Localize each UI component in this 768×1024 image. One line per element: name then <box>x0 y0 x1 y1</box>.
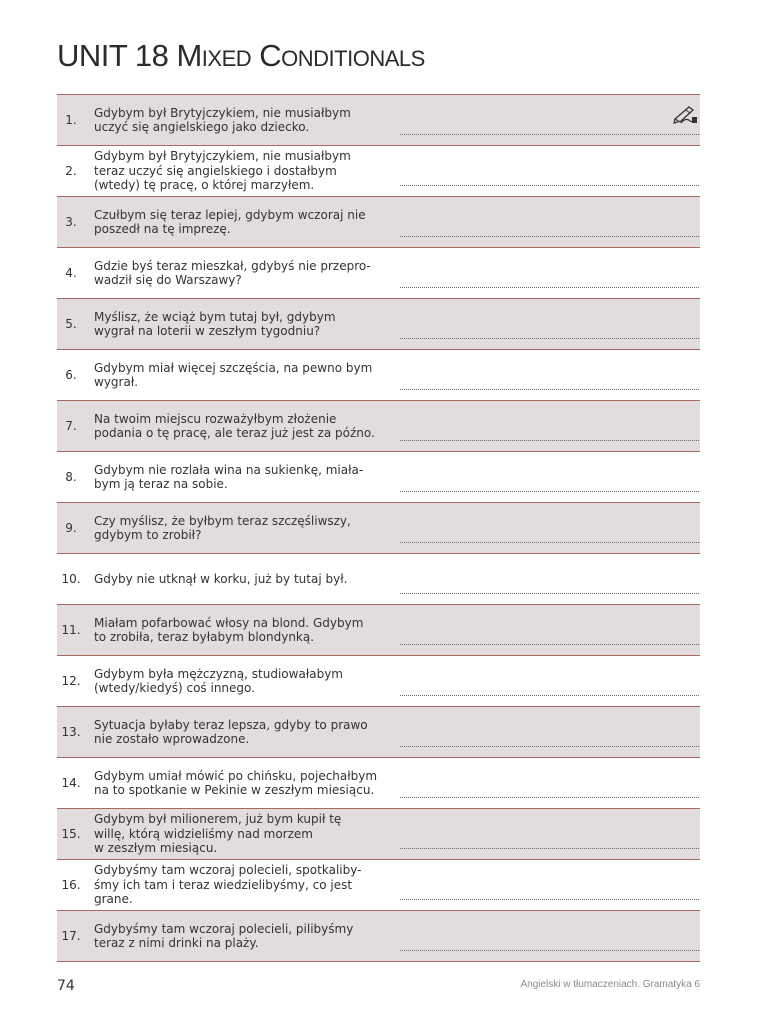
answer-line[interactable] <box>400 286 699 288</box>
exercise-row <box>57 95 700 146</box>
exercise-table <box>57 94 700 962</box>
book-title-footer: Angielski w tłumaczeniach. Gramatyka 6 <box>520 979 700 990</box>
exercise-sentence: Gdybym nie rozlała wina na sukienkę, miała- bym ją teraz na sobie. <box>94 462 364 491</box>
exercise-sentence: Gdybym był milionerem, już bym kupił tę willę, którą widzieliśmy nad morzem w zeszłym miesiącu. <box>94 812 342 856</box>
exercise-sentence: Gdyby nie utknął w korku, już by tutaj był. <box>94 571 348 586</box>
exercise-number: 16. <box>61 878 81 892</box>
exercise-number: 11. <box>61 623 81 637</box>
title-word-mixed: Mixed <box>176 38 252 73</box>
page-title <box>57 38 425 74</box>
exercise-sentence: Gdybym był Brytyjczykiem, nie musiałbym teraz uczyć się angielskiego i dostałbym (wtedy) tę pracę, o której marzyłem. <box>94 149 351 193</box>
answer-line[interactable] <box>400 337 699 339</box>
answer-line[interactable] <box>400 235 699 237</box>
exercise-row <box>57 809 700 860</box>
exercise-number: 4. <box>65 266 77 280</box>
exercise-sentence: Gdybym był Brytyjczykiem, nie musiałbym uczyć się angielskiego jako dziecko. <box>94 105 351 134</box>
exercise-sentence: Gdzie byś teraz mieszkał, gdybyś nie przepro- wadził się do Warszawy? <box>94 258 371 287</box>
exercise-sentence: Gdybym umiał mówić po chińsku, pojechałbym na to spotkanie w Pekinie w zeszłym miesiącu. <box>94 768 378 797</box>
exercise-number: 6. <box>65 368 77 382</box>
exercise-row <box>57 350 700 401</box>
answer-line[interactable] <box>400 490 699 492</box>
exercise-number: 10. <box>61 572 81 586</box>
exercise-number: 2. <box>65 164 77 178</box>
exercise-number: 8. <box>65 470 77 484</box>
exercise-sentence: Myślisz, że wciąż bym tutaj był, gdybym wygrał na loterii w zeszłym tygodniu? <box>94 309 336 338</box>
exercise-row <box>57 911 700 962</box>
exercise-sentence: Gdybym miał więcej szczęścia, na pewno bym wygrał. <box>94 360 373 389</box>
exercise-row <box>57 605 700 656</box>
answer-line[interactable] <box>400 643 699 645</box>
answer-line[interactable] <box>400 184 699 186</box>
exercise-number: 5. <box>65 317 77 331</box>
exercise-sentence: Gdybyśmy tam wczoraj polecieli, pilibyśmy teraz z nimi drinki na plaży. <box>94 921 354 950</box>
exercise-row <box>57 656 700 707</box>
unit-label: UNIT 18 <box>57 38 169 73</box>
exercise-row <box>57 707 700 758</box>
exercise-number: 15. <box>61 827 81 841</box>
exercise-row <box>57 554 700 605</box>
exercise-sentence: Na twoim miejscu rozważyłbym złożenie podania o tę pracę, ale teraz już jest za późno. <box>94 411 375 440</box>
answer-line[interactable] <box>400 847 699 849</box>
answer-line[interactable] <box>400 133 699 135</box>
exercise-number: 1. <box>65 113 77 127</box>
exercise-row <box>57 248 700 299</box>
answer-line[interactable] <box>400 694 699 696</box>
title-word-conditionals: Conditionals <box>259 38 425 73</box>
exercise-sentence: Gdybym była mężczyzną, studiowałabym (wtedy/kiedyś) coś innego. <box>94 666 343 695</box>
answer-line[interactable] <box>400 541 699 543</box>
exercise-row <box>57 146 700 197</box>
pen-writing-icon <box>672 103 698 125</box>
exercise-sentence: Sytuacja byłaby teraz lepsza, gdyby to prawo nie zostało wprowadzone. <box>94 717 368 746</box>
exercise-number: 17. <box>61 929 81 943</box>
exercise-row <box>57 452 700 503</box>
answer-line[interactable] <box>400 796 699 798</box>
answer-line[interactable] <box>400 439 699 441</box>
exercise-number: 13. <box>61 725 81 739</box>
exercise-row <box>57 758 700 809</box>
exercise-row <box>57 860 700 911</box>
exercise-number: 7. <box>65 419 77 433</box>
exercise-number: 9. <box>65 521 77 535</box>
exercise-row <box>57 197 700 248</box>
answer-line[interactable] <box>400 745 699 747</box>
exercise-sentence: Czy myślisz, że byłbym teraz szczęśliwszy, gdybym to zrobił? <box>94 513 351 542</box>
exercise-row <box>57 401 700 452</box>
exercise-number: 12. <box>61 674 81 688</box>
answer-line[interactable] <box>400 898 699 900</box>
page-number: 74 <box>57 978 75 994</box>
exercise-sentence: Czułbym się teraz lepiej, gdybym wczoraj nie poszedł na tę imprezę. <box>94 207 366 236</box>
exercise-number: 3. <box>65 215 77 229</box>
answer-line[interactable] <box>400 949 699 951</box>
exercise-sentence: Miałam pofarbować włosy na blond. Gdybym to zrobiła, teraz byłabym blondynką. <box>94 615 364 644</box>
exercise-sentence: Gdybyśmy tam wczoraj polecieli, spotkaliby- śmy ich tam i teraz wiedzielibyśmy, co jest grane. <box>94 863 362 907</box>
answer-line[interactable] <box>400 388 699 390</box>
answer-line[interactable] <box>400 592 699 594</box>
exercise-row <box>57 299 700 350</box>
exercise-row <box>57 503 700 554</box>
exercise-number: 14. <box>61 776 81 790</box>
